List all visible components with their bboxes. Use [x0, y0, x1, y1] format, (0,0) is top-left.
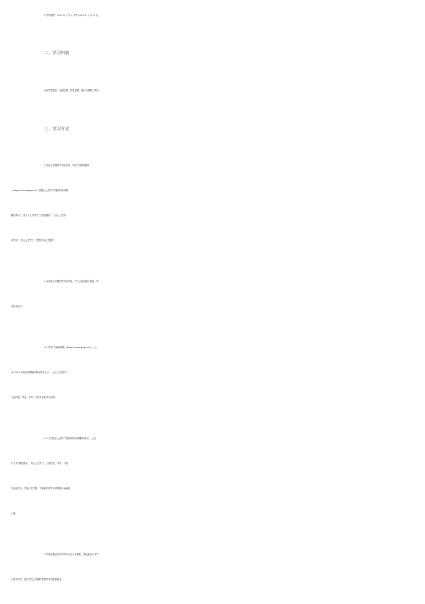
item2-2-line-2: 右下方“继续教育”，进入公需平台，完成登录、学习、考试	[11, 462, 68, 465]
item2-1-line-2: 击“2023 年执业药师继续教育报名入口”，点击“公需科目”	[11, 371, 68, 374]
item1-line-2: （https://www.gslpa.cn）”或微信公众号“甘肃省执业药师	[11, 189, 69, 192]
section-heading-method: 三、学习方式	[44, 126, 70, 131]
item2-2-line-1: 2.2 关注微信公众号“甘肃省执业药师继续教育”，点击	[44, 437, 97, 440]
item2-2-line-3: 并获取学分。学员信息注册、下载和打印学分证明须在电脑端	[11, 487, 71, 490]
item2-1-line-3: 完成注册、登录、学习、考试并获取学分证明；	[11, 396, 57, 399]
item2-line-1: 2.未参加专业课程学习的学员，平台会收取相应费用。登	[44, 280, 99, 283]
item2-1-line-1: 2.1 登录“甘肃药师网（https://www.gslpa.cn）”，点	[44, 346, 97, 349]
study-time-line: 2.学习时间：2023 年 7 月 1 日至 2024 年 1 月 31 日。	[44, 14, 101, 17]
item2-line-2: 录方式如下：	[11, 305, 25, 308]
content-description: 包括思想政治、法律法规、职业道德、诚信自律四大项目。	[44, 89, 101, 92]
section-heading-content: 二、学习内容	[44, 50, 70, 55]
item3-line-1: 3.学员如果还未学习本年度的专业课程，建议先去专业平	[44, 553, 99, 556]
item2-2-line-4: 完成。	[11, 512, 18, 515]
item3-line-2: 台报名学习，然后享受公需课程免费学习的优惠政策。	[11, 578, 64, 581]
item1-line-4: 目学习”，进入公需平台，免费学习公需课程；	[11, 239, 56, 242]
item1-line-3: 继续教育”，进入个人学习平台“我的课程”，点击“公需科	[11, 214, 66, 217]
item1-line-1: 1.参加专业课程学习的学员，登录“甘肃药师网	[44, 164, 89, 167]
